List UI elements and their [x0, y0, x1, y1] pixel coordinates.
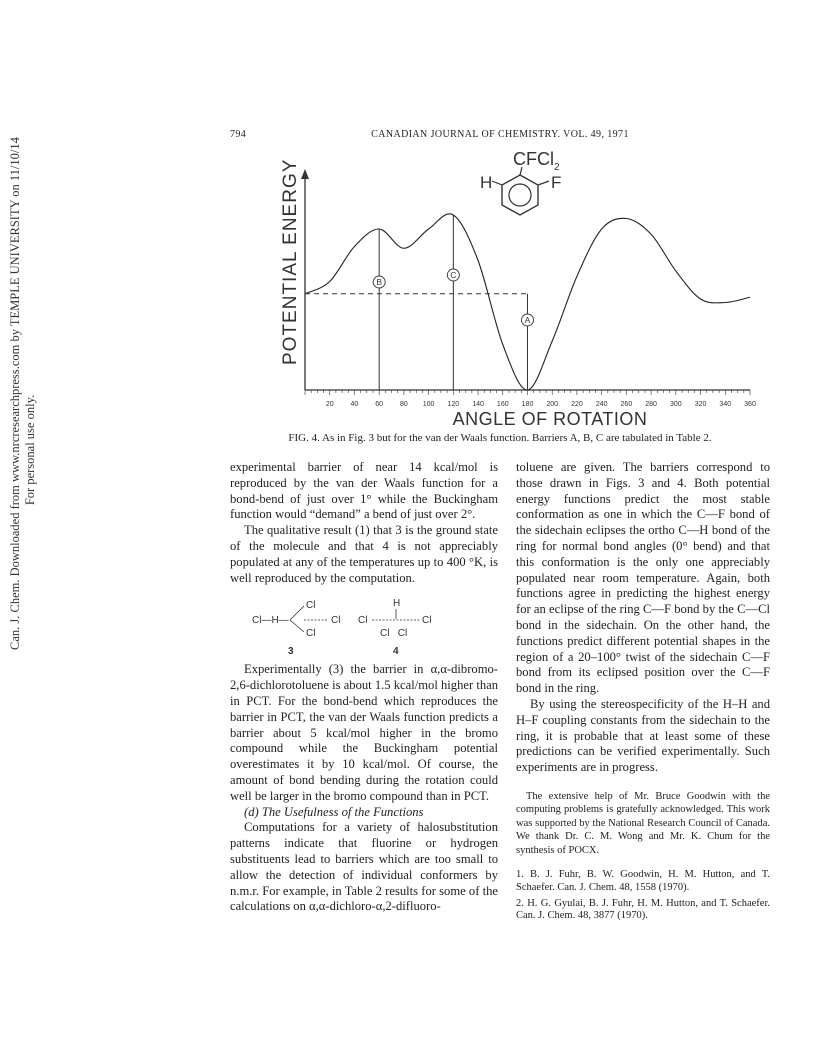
- x-tick-label: 40: [350, 401, 359, 408]
- section-heading: (d) The Usefulness of the Functions: [244, 804, 424, 819]
- x-tick-label: 120: [447, 401, 460, 408]
- struct4-number: 4: [393, 646, 399, 657]
- x-tick-label: 340: [719, 401, 732, 408]
- paragraph: By using the stereospecificity of the H–H and H–F coupling constants from the sidechain to the ring, it is probable that at least some of these predictions can be verified experimentally. Such experiments are in progress.: [516, 696, 770, 775]
- y-axis-arrow: [301, 169, 309, 179]
- x-axis-label: ANGLE OF ROTATION: [452, 409, 648, 429]
- paragraph: The qualitative result (1) that 3 is the ground state of the molecule and that 4 is not appreciably populated at any of the temperatures up to 400 °K, is well reproduced by the computation.: [230, 523, 498, 585]
- molecule-left: H: [480, 173, 493, 192]
- benzene-circle: [509, 184, 531, 206]
- x-tick-label: 260: [620, 401, 633, 408]
- paragraph: Computations for a variety of halosubstitution patterns indicate that fluorine or hydrogen substituents lead to barriers which are too small to allow the detection of individual conformers by n.m.r. For example, in Table 2 results for some of the calculations on α,α-dichloro-α,2-difluoro-: [230, 820, 498, 914]
- structures-3-4: [230, 586, 498, 686]
- struct4-right: Cl: [422, 615, 432, 627]
- side-notice-line2: For personal use only.: [23, 394, 37, 506]
- struct4-bot: Cl Cl: [380, 628, 408, 640]
- x-tick-label: 60: [375, 401, 384, 408]
- struct3-left: Cl—H—: [252, 615, 289, 627]
- column-left: [230, 460, 498, 915]
- x-tick-label: 280: [645, 401, 657, 408]
- figure-4: [270, 145, 770, 430]
- benzene-ring: [502, 175, 538, 215]
- x-ticks: [305, 390, 756, 408]
- paragraph: toluene are given. The barriers correspond to those drawn in Figs. 3 and 4. Both potential energy functions predict the most stable conformation as one in which the C—F bond of the sidechain eclipses the ortho C—H bond of the ring for normal bond angles (0° bend) and that this conformation is the only one appreciably populated near room temperature. Again, both functions agree in predicting the highest energy for an eclipse of the ring C—F bond by the C—Cl bond in the sidechain. On the other hand, the functions predict different potential shapes in the region of a 20–100° twist of the sidechain C—F bond from its eclipsed position over the C—F bond in the ring.: [516, 460, 770, 696]
- references: [516, 869, 770, 922]
- column-right: [516, 460, 770, 923]
- struct4-left: Cl: [358, 615, 368, 627]
- x-tick-label: 360: [744, 401, 756, 408]
- paragraph: experimental barrier of near 14 kcal/mol is reproduced by the van der Waals function for a bond-bend of just over 1° while the Buckingham function would “demand” a bend of just over 2°.: [230, 460, 498, 522]
- x-tick-label: 140: [472, 401, 484, 408]
- molecule-right: F: [551, 173, 562, 192]
- bond-left: [492, 181, 502, 185]
- x-tick-label: 20: [325, 401, 334, 408]
- x-tick-label: 300: [669, 401, 682, 408]
- molecule-top: CFCl$_2$: [513, 149, 560, 173]
- struct3-bond: [290, 620, 304, 632]
- barrier-label-A: A: [524, 315, 531, 326]
- struct3-cl-bot: Cl: [306, 628, 316, 640]
- x-tick-label: 160: [496, 401, 509, 408]
- side-notice: [8, 137, 48, 650]
- x-tick-label: 100: [422, 401, 435, 408]
- side-notice-line1: Can. J. Chem. Downloaded from www.nrcresearchpress.com by TEMPLE UNIVERSITY on 11/10/14: [8, 137, 22, 650]
- figure-caption: FIG. 4. As in Fig. 3 but for the van der Waals function. Barriers A, B, C are tabulated in Table 2.: [288, 432, 712, 444]
- x-tick-label: 220: [571, 401, 583, 408]
- bond-right: [538, 181, 549, 185]
- acknowledgement: The extensive help of Mr. Bruce Goodwin with the computing problems is gratefully acknowledged. This work was supported by the National Research Council of Canada. We thank Dr. C. M. Wong and Mr. K. Chum for the synthesis of POCX.: [516, 790, 770, 856]
- reference-1: 1. B. J. Fuhr, B. W. Goodwin, H. M. Hutton, and T. Schaefer. Can. J. Chem. 48, 1558 (1970).: [516, 869, 770, 894]
- x-tick-label: 240: [595, 401, 608, 408]
- y-axis-label: POTENTIAL ENERGY: [280, 158, 301, 365]
- journal-title: CANADIAN JOURNAL OF CHEMISTRY. VOL. 49, 1971: [371, 129, 629, 140]
- paragraph: Experimentally (3) the barrier in α,α-dibromo-2,6-dichlorotoluene is about 1.5 kcal/mol higher than in PCT. For the bond-bend which reproduces the barrier in PCT, the van der Waals function predicts a barrier about 5 kcal/mol higher in the bromo compound while the Buckingham potential overestimates it by 10 kcal/mol. Of course, the amount of bond bending during the rotation could well be larger in the bromo compound than in PCT.: [230, 662, 498, 803]
- page-number: 794: [230, 129, 247, 140]
- struct3-right: Cl: [331, 615, 341, 627]
- struct3-cl-top: Cl: [306, 600, 316, 612]
- barrier-label-B: B: [376, 277, 383, 288]
- struct4-h-top: H: [393, 598, 401, 610]
- struct3-number: 3: [288, 646, 294, 657]
- x-tick-label: 200: [546, 401, 559, 408]
- x-tick-label: 320: [694, 401, 707, 408]
- barrier-markers: [305, 215, 534, 390]
- barrier-label-C: C: [450, 270, 457, 281]
- x-tick-label: 80: [399, 401, 408, 408]
- x-tick-label: 180: [521, 401, 534, 408]
- reference-2: 2. H. G. Gyulai, B. J. Fuhr, H. M. Hutton, and T. Schaefer. Can. J. Chem. 48, 3877 (1970).: [516, 897, 770, 922]
- struct3-bond: [290, 606, 304, 620]
- molecule-diagram: [480, 149, 561, 215]
